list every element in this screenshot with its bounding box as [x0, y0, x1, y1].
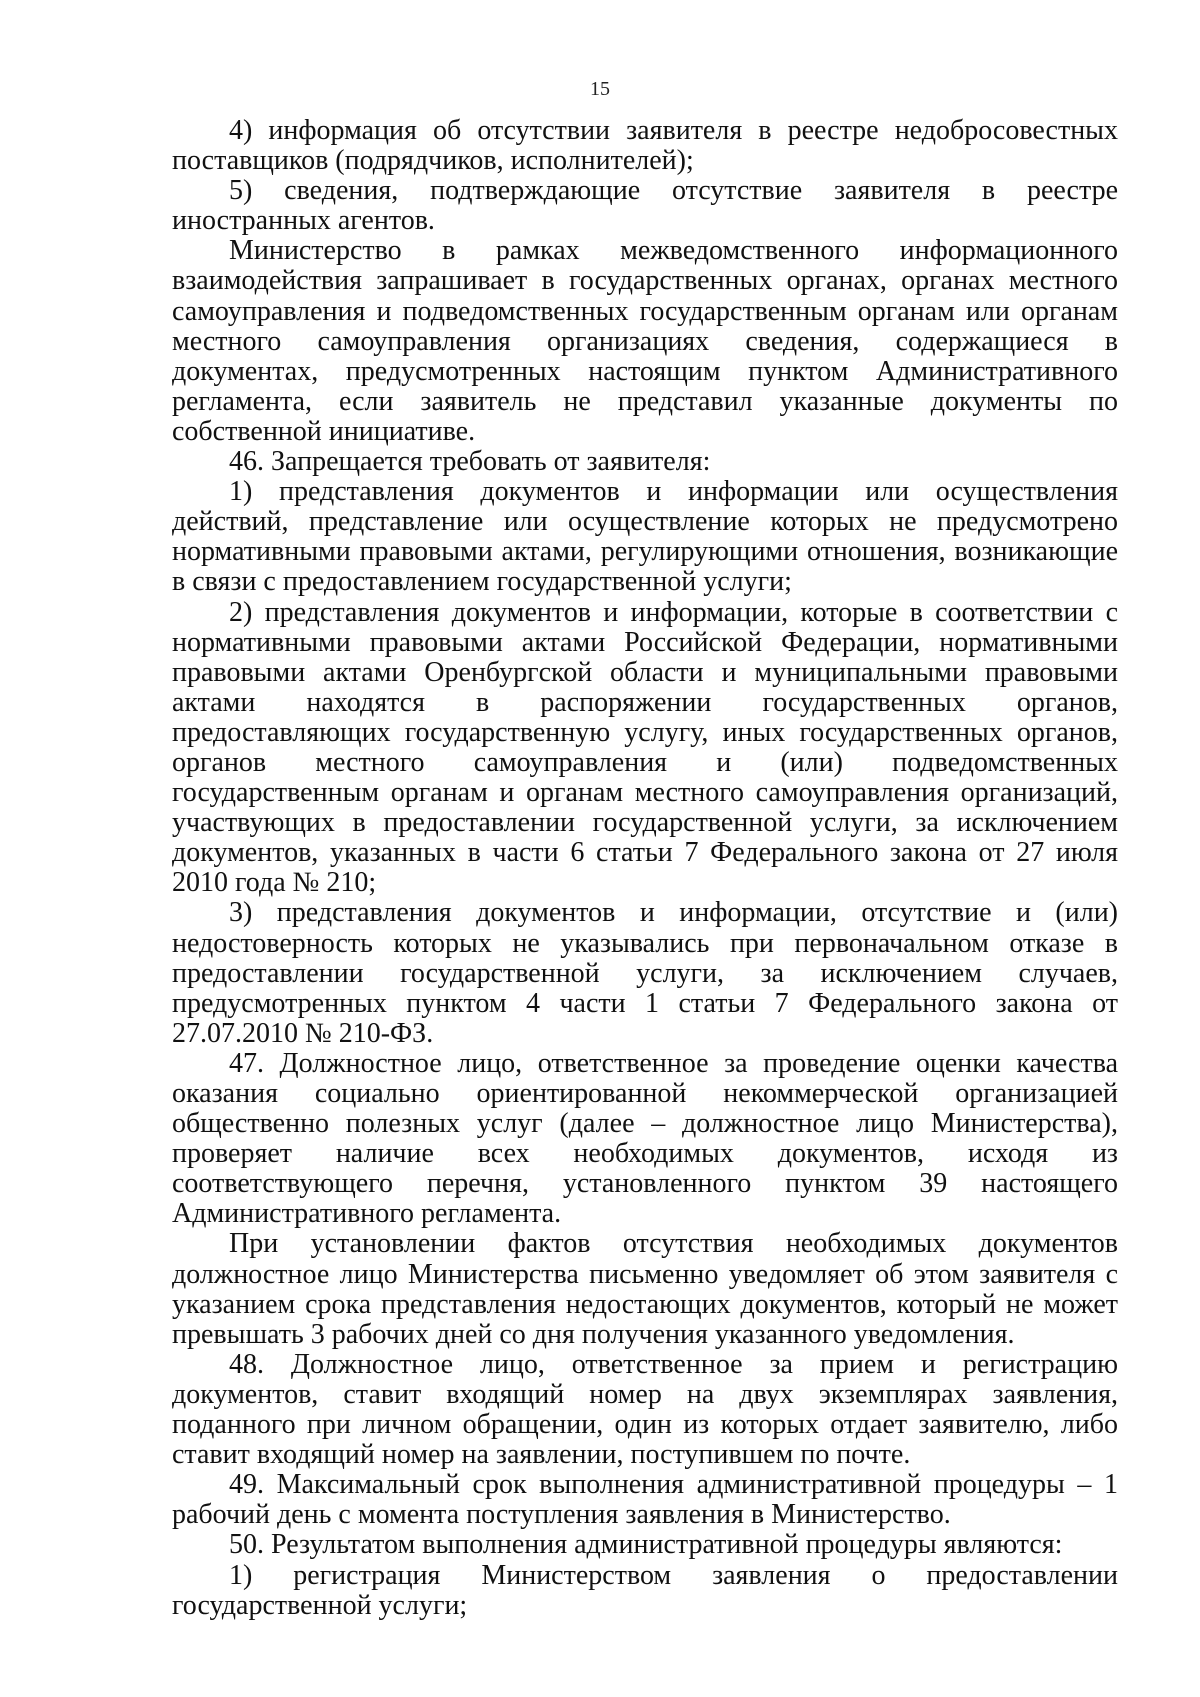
- paragraph: 2) представления документов и информации, которые в соответствии с нормативными правовыми актами Российской Федерации, нормативными правовыми актами Оренбургской области и муниципальными правовыми актами находятся в распоряжении государственных органов, предоставляющих государственную услугу, иных государственных органов, органов местного самоуправления и (или) подведомственных государственным органам и органам местного самоуправления организаций, участвующих в предоставлении государственной услуги, за исключением документов, указанных в части 6 статьи 7 Федерального закона от 27 июля 2010 года № 210;: [172, 596, 1118, 899]
- paragraph: 48. Должностное лицо, ответственное за прием и регистрацию документов, ставит входящий номер на двух экземплярах заявления, поданного при личном обращении, один из которых отдает заявителю, либо ставит входящий номер на заявлении, поступившем по почте.: [172, 1348, 1118, 1471]
- paragraph: 50. Результатом выполнения административной процедуры являются:: [229, 1529, 1063, 1561]
- page-number: 15: [590, 78, 610, 100]
- paragraph: Министерство в рамках межведомственного информационного взаимодействия запрашивает в государственных органах, органах местного самоуправления и подведомственных государственным органам или органам местного самоуправления организациях сведения, содержащиеся в документах, предусмотренных настоящим пунктом Административного регламента, если заявитель не представил указанные документы по собственной инициативе.: [172, 235, 1118, 447]
- document-body: [172, 116, 1118, 1621]
- paragraph: 1) регистрация Министерством заявления о предоставлении государственной услуги;: [172, 1559, 1118, 1621]
- paragraph: 49. Максимальный срок выполнения административной процедуры – 1 рабочий день с момента поступления заявления в Министерство.: [172, 1469, 1118, 1531]
- paragraph: 47. Должностное лицо, ответственное за проведение оценки качества оказания социально ориентированной некоммерческой организацией общественно полезных услуг (далее – должностное лицо Министерства), проверяет наличие всех необходимых документов, исходя из соответствующего перечня, установленного пунктом 39 настоящего Административного регламента.: [172, 1047, 1118, 1230]
- paragraph: 46. Запрещается требовать от заявителя:: [229, 446, 711, 478]
- paragraph: 4) информация об отсутствии заявителя в реестре недобросовестных поставщиков (подрядчиков, исполнителей);: [172, 115, 1118, 177]
- paragraph: 3) представления документов и информации, отсутствие и (или) недостоверность которых не указывались при первоначальном отказе в предоставлении государственной услуги, за исключением случаев, предусмотренных пунктом 4 части 1 статьи 7 Федерального закона от 27.07.2010 № 210-ФЗ.: [172, 897, 1118, 1049]
- paragraph: 1) представления документов и информации или осуществления действий, представление или осуществление которых не предусмотрено нормативными правовыми актами, регулирующими отношения, возникающие в связи с предоставлением государственной услуги;: [172, 476, 1118, 598]
- paragraph: При установлении фактов отсутствия необходимых документов должностное лицо Министерства письменно уведомляет об этом заявителя с указанием срока представления недостающих документов, который не может превышать 3 рабочих дней со дня получения указанного уведомления.: [172, 1228, 1118, 1350]
- paragraph: 5) сведения, подтверждающие отсутствие заявителя в реестре иностранных агентов.: [172, 175, 1118, 237]
